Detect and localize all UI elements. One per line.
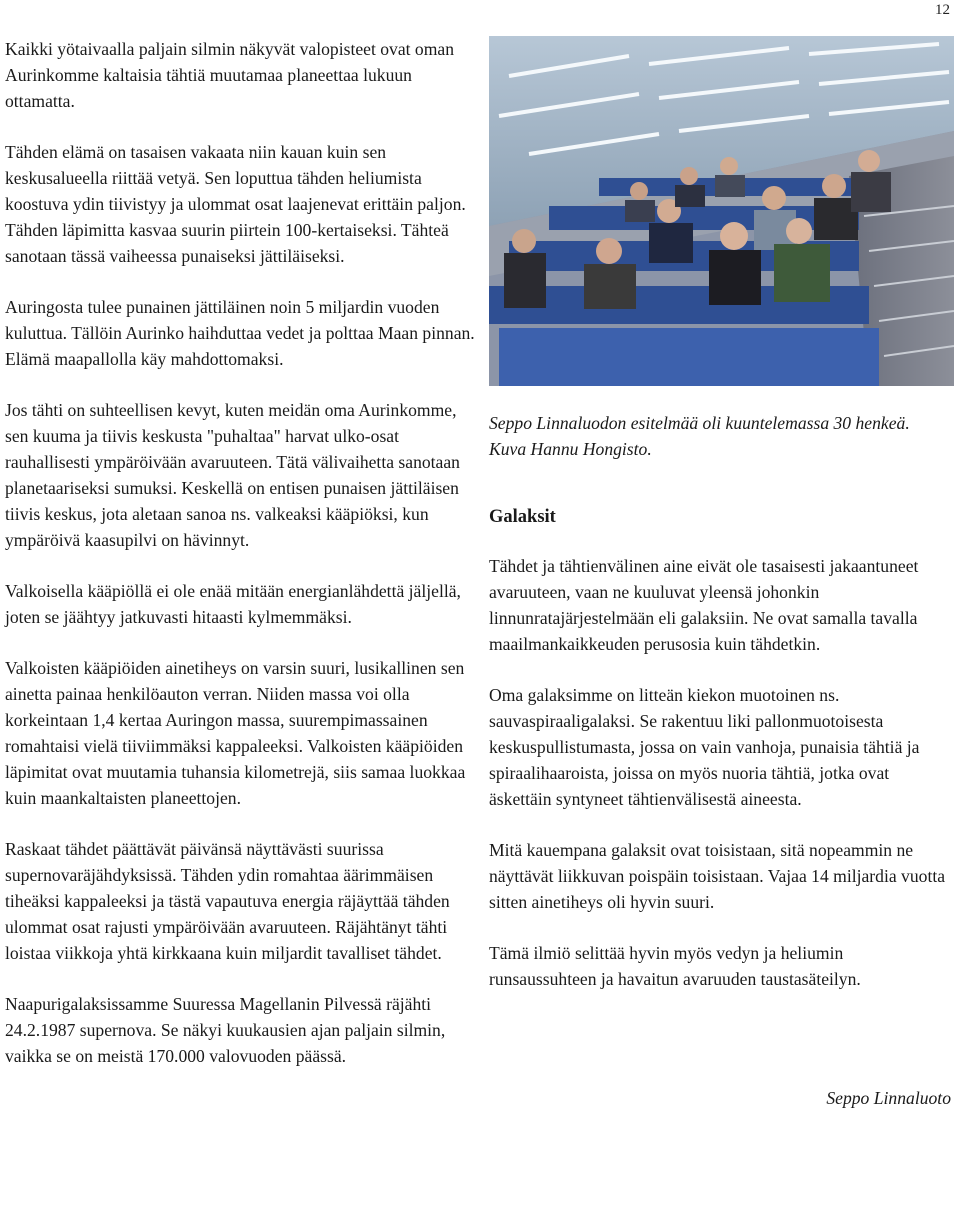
paragraph: Valkoisella kääpiöllä ei ole enää mitään energianlähdettä jäljellä, joten se jäähtyy jatkuvasti hitaasti kylmemmäksi. <box>5 581 461 627</box>
paragraph: Valkoisten kääpiöiden ainetiheys on varsin suuri, lusikallinen sen ainetta painaa henkilöauton verran. Niiden massa voi olla korkeintaan 1,4 kertaa Auringon massa, suurempimassainen romahtaisi vielä tiiviimmäksi kappaleeksi. Valkoisten kääpiöiden läpimitat ovat muutamia tuhansia kilometrejä, siis samaa luokkaa kuin maankaltaisten planeettojen. <box>5 658 466 808</box>
author-signature: Seppo Linnaluoto <box>826 1088 951 1108</box>
paragraph: Kaikki yötaivaalla paljain silmin näkyvät valopisteet ovat oman Aurinkomme kaltaisia tähtiä muutamaa planeettaa lukuun ottamatta. <box>5 39 455 111</box>
section-heading: Galaksit <box>489 507 556 527</box>
left-text-column <box>5 36 475 1094</box>
paragraph: Mitä kauempana galaksit ovat toisistaan, sitä nopeammin ne näyttävät liikkuvan poispäin toisistaan. Vajaa 14 miljardia vuotta sitten ainetiheys oli hyvin suuri. <box>489 840 946 912</box>
paragraph: Auringosta tulee punainen jättiläinen noin 5 miljardin vuoden kuluttua. Tällöin Aurinko haihduttaa vedet ja polttaa Maan pinnan. Elämä maapallolla käy mahdottomaksi. <box>5 297 475 369</box>
paragraph: Raskaat tähdet päättävät päivänsä näyttävästi suurissa supernovaräjähdyksissä. Tähden ydin romahtaa äärimmäisen tiheäksi kappaleeksi ja tästä vapautuva energia räjäyttää tähden ulommat osat rajusti ympäröivään avaruuteen. Räjähtänyt tähti loistaa viikkoja yhtä kirkkaana kuin miljardit tavalliset tähdet. <box>5 839 450 963</box>
paragraph: Tähdet ja tähtienvälinen aine eivät ole tasaisesti jakaantuneet avaruuteen, vaan ne kuuluvat yleensä johonkin linnunratajärjestelmään eli galaksiin. Ne ovat samalla tavalla maailmankaikkeuden perusosia kuin tähdetkin. <box>489 556 919 654</box>
paragraph: Jos tähti on suhteellisen kevyt, kuten meidän oma Aurinkomme, sen kuuma ja tiivis keskusta "puhaltaa" harvat ulko-osat rauhallisesti ympäröivään avaruuteen. Tätä välivaihetta sanotaan planetaariseksi sumuksi. Keskellä on entisen punaisen jättiläisen tiivis keskus, jota aletaan sanoa ns. valkeaksi kääpiöksi, kun ympäröivä kaasupilvi on hävinnyt. <box>5 400 460 550</box>
paragraph: Oma galaksimme on litteän kiekon muotoinen ns. sauvaspiraaligalaksi. Se rakentuu liki pallonmuotoisesta keskuspullistumasta, jossa on vain vanhoja, punaisia tähtiä ja spiraalihaaroista, joissa on myös nuoria tähtiä, jotka ovat äskettäin syntyneet tähtienvälisestä aineesta. <box>489 685 920 809</box>
lecture-hall-photo <box>489 36 954 386</box>
right-text-column <box>489 553 951 1017</box>
photo-caption: Seppo Linnaluodon esitelmää oli kuuntelemassa 30 henkeä. Kuva Hannu Hongisto. <box>489 413 910 459</box>
paragraph: Tämä ilmiö selittää hyvin myös vedyn ja heliumin runsaussuhteen ja havaitun avaruuden taustasäteilyn. <box>489 943 861 989</box>
paragraph: Tähden elämä on tasaisen vakaata niin kauan kuin sen keskusalueella riittää vetyä. Sen loputtua tähden heliumista koostuva ydin tiivistyy ja ulommat osat laajenevat erittäin paljon. Tähden läpimitta kasvaa suurin piirtein 100-kertaiseksi. Tähteä sanotaan tässä vaiheessa punaiseksi jättiläiseksi. <box>5 142 466 266</box>
page-number: 12 <box>935 2 950 18</box>
paragraph: Naapurigalaksissamme Suuressa Magellanin Pilvessä räjähti 24.2.1987 supernova. Se näkyi kuukausien ajan paljain silmin, vaikka se on meistä 170.000 valovuoden päässä. <box>5 994 446 1066</box>
